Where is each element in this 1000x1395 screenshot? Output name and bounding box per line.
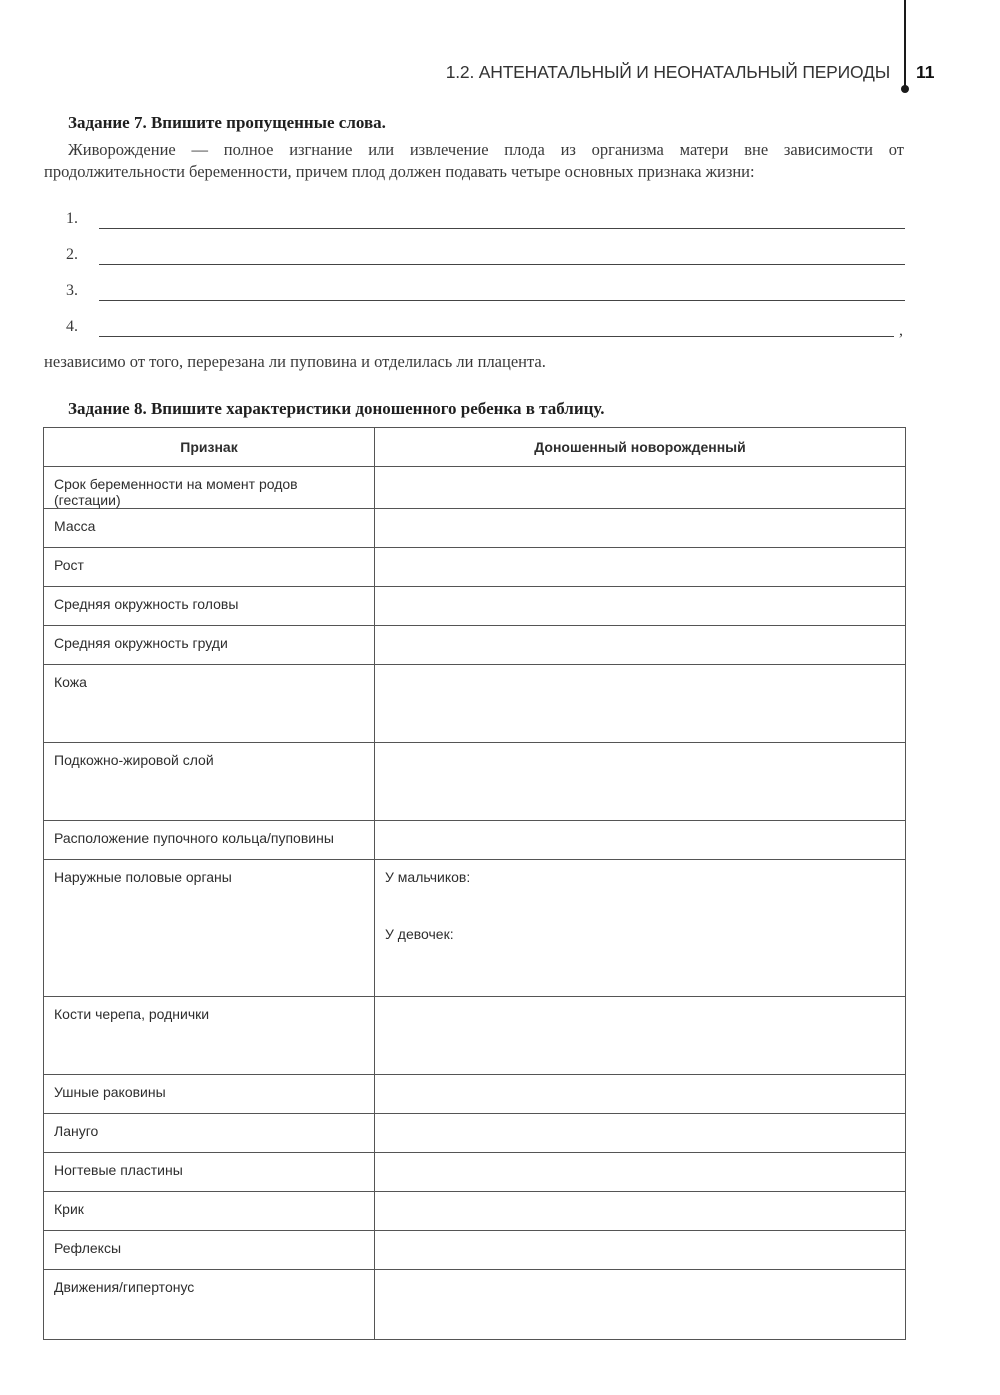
row-label: Подкожно-жировой слой [44,743,375,821]
answer-row-1 [66,210,906,234]
task7-text-body: Живорождение — полное изгнание или извлечение плода из организма матери вне зависимости от продолжительности беременности, причем плод должен подавать четыре основных признака жизни: [44,140,904,181]
row-label: Кости черепа, роднички [44,997,375,1075]
task7-closing: независимо от того, перерезана ли пуповина и отделилась ли плацента. [44,352,546,371]
answer-cell[interactable] [375,626,906,665]
column-header-sign: Признак [44,428,375,467]
table-row [44,997,906,1075]
row-label: Ногтевые пластины [44,1153,375,1192]
task7-text [44,139,904,183]
answer-cell[interactable] [375,548,906,587]
answer-number: 2. [66,246,78,263]
answer-cell[interactable] [375,587,906,626]
page-number: 11 [916,62,935,82]
row-label: Масса [44,509,375,548]
task8-title: Задание 8. Впишите характеристики доношенного ребенка в таблицу. [68,399,605,418]
answer-cell[interactable] [375,821,906,860]
answer-cell[interactable] [375,860,906,997]
answer-cell[interactable] [375,665,906,743]
characteristics-table [43,427,906,1340]
row-label: Средняя окружность головы [44,587,375,626]
answer-line-4[interactable] [99,336,894,337]
answer-number: 1. [66,210,78,227]
answer-cell[interactable] [375,1231,906,1270]
running-title: 1.2. АНТЕНАТАЛЬНЫЙ И НЕОНАТАЛЬНЫЙ ПЕРИОДЫ [445,62,890,82]
answer-line-1[interactable] [99,228,905,229]
row-label: Движения/гипертонус [44,1270,375,1340]
answer-number: 4. [66,318,78,335]
boys-label: У мальчиков: [385,869,471,885]
answer-row-4 [66,318,916,342]
row-label: Крик [44,1192,375,1231]
column-header-fullterm: Доношенный новорожденный [375,428,906,467]
answer-cell[interactable] [375,1153,906,1192]
table-row [44,743,906,821]
row-label: Лануго [44,1114,375,1153]
table-row [44,821,906,860]
table-row [44,548,906,587]
table-row [44,1192,906,1231]
table-row [44,1075,906,1114]
answer-cell[interactable] [375,997,906,1075]
table-row [44,1270,906,1340]
answer-number: 3. [66,282,78,299]
table-row [44,626,906,665]
trailing-comma: , [899,322,903,339]
answer-cell[interactable] [375,1114,906,1153]
row-label: Рост [44,548,375,587]
answer-cell[interactable] [375,509,906,548]
margin-rule-dot [901,85,909,93]
row-label: Расположение пупочного кольца/пуповины [44,821,375,860]
table-row [44,587,906,626]
table-header-row [44,428,906,467]
answer-row-3 [66,282,906,306]
answer-line-3[interactable] [99,300,905,301]
girls-label: У девочек: [385,926,454,942]
table-row [44,665,906,743]
answer-cell[interactable] [375,743,906,821]
answer-row-2 [66,246,906,270]
row-label: Кожа [44,665,375,743]
answer-cell[interactable] [375,1075,906,1114]
row-label: Ушные раковины [44,1075,375,1114]
row-label: Срок беременности на момент родов (гестации) [44,467,375,509]
answer-cell[interactable] [375,467,906,509]
table-row [44,1153,906,1192]
table-row [44,467,906,509]
row-label: Наружные половые органы [44,860,375,997]
margin-rule [904,0,906,88]
table-row [44,860,906,997]
table-row [44,1231,906,1270]
answer-cell[interactable] [375,1270,906,1340]
row-label: Средняя окружность груди [44,626,375,665]
task7-title: Задание 7. Впишите пропущенные слова. [68,113,386,132]
table-row [44,1114,906,1153]
answer-cell[interactable] [375,1192,906,1231]
row-label: Рефлексы [44,1231,375,1270]
table-row [44,509,906,548]
answer-line-2[interactable] [99,264,905,265]
